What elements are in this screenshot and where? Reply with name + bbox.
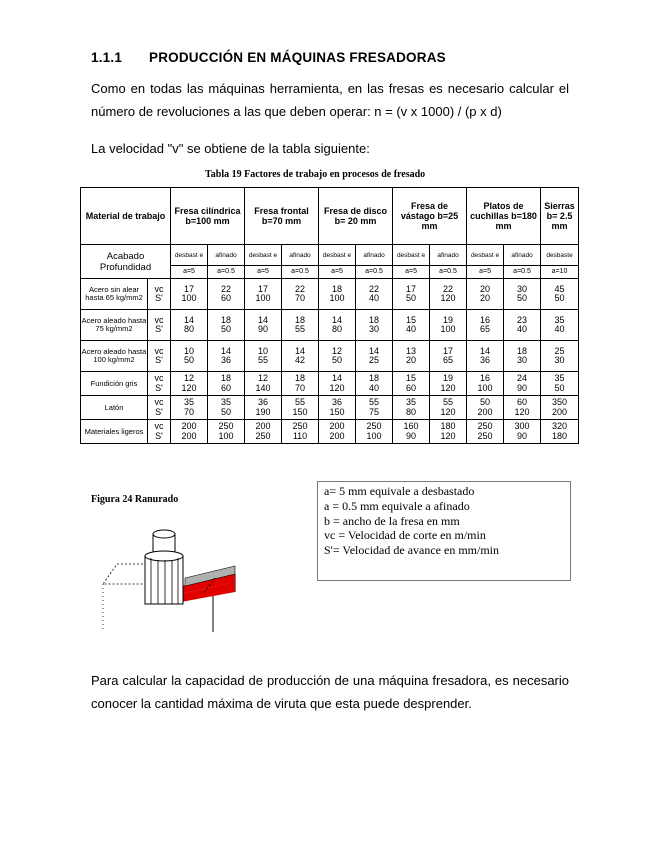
value-cell	[504, 310, 541, 341]
depth-cell: a=5	[171, 266, 208, 279]
s-value: 80	[332, 324, 343, 334]
vc-value: 16	[480, 314, 491, 325]
finish-cell: afinado	[282, 245, 319, 266]
vc-value: 19	[443, 373, 454, 383]
s-label: S'	[155, 293, 163, 303]
value-cell	[393, 372, 430, 396]
tool-header: Fresa cilíndrica b=100 mm	[171, 188, 245, 245]
s-value: 120	[440, 430, 456, 441]
s-label: S'	[155, 406, 163, 417]
section-number: 1.1.1	[91, 50, 123, 65]
legend-line: a= 5 mm equivale a desbastado	[324, 484, 475, 498]
s-value: 90	[517, 382, 528, 393]
table-caption: Tabla 19 Factores de trabajo en procesos de fresado	[205, 169, 426, 180]
value-cell	[282, 420, 319, 444]
s-value: 20	[480, 293, 491, 303]
closing-paragraph: Para calcular la capacidad de producción de una máquina fresadora, es necesario conocer la cantidad máxima de viruta que esta puede desprender.	[91, 673, 569, 711]
s-value: 100	[181, 293, 197, 303]
value-cell	[282, 341, 319, 372]
vc-value: 14	[220, 345, 231, 356]
s-value: 250	[477, 430, 493, 441]
vc-value: 20	[480, 283, 491, 294]
slotting-figure	[95, 520, 265, 638]
s-value: 50	[220, 324, 231, 334]
table-row	[81, 279, 579, 310]
material-cell: Acero aleado hasta 100 kg/mm2	[81, 341, 148, 372]
s-value: 100	[440, 324, 456, 334]
vc-value: 17	[406, 283, 417, 294]
finish-cell: afinado	[208, 245, 245, 266]
value-cell	[430, 420, 467, 444]
vc-value: 18	[295, 314, 306, 325]
s-value: 200	[552, 406, 568, 417]
table-row	[81, 420, 579, 444]
s-value: 75	[369, 406, 380, 417]
material-header: Material de trabajo	[81, 188, 171, 245]
s-value: 120	[440, 406, 456, 417]
finish-cell: desbast e	[319, 245, 356, 266]
value-cell	[282, 279, 319, 310]
s-value: 55	[257, 355, 268, 365]
material-cell: Acero aleado hasta 75 kg/mm2	[81, 310, 148, 341]
s-value: 40	[517, 324, 528, 334]
finish-cell: desbast e	[467, 245, 504, 266]
vc-value: 50	[480, 397, 491, 407]
value-cell	[467, 279, 504, 310]
finish-cell: afinado	[504, 245, 541, 266]
value-cell	[208, 310, 245, 341]
vc-value: 160	[403, 421, 419, 431]
s-value: 42	[295, 355, 306, 365]
s-value: 190	[255, 406, 271, 417]
s-value: 90	[257, 324, 268, 334]
vc-value: 36	[257, 397, 268, 407]
value-cell	[356, 279, 393, 310]
vc-value: 14	[332, 314, 343, 325]
intro-paragraph: Como en todas las máquinas herramienta, en las fresas es necesario calcular el número de revoluciones a las que deben operar: n = (v x 1000) / (p x d)	[91, 81, 569, 119]
vc-value: 350	[552, 397, 568, 407]
vc-label: vc	[154, 283, 164, 294]
s-value: 100	[366, 430, 382, 441]
velocity-paragraph: La velocidad "v" se obtiene de la tabla siguiente:	[91, 141, 370, 156]
s-value: 50	[554, 293, 565, 303]
s-value: 40	[369, 293, 380, 303]
vc-value: 22	[443, 283, 454, 294]
value-cell	[541, 279, 579, 310]
vc-value: 35	[554, 314, 565, 325]
value-cell	[393, 341, 430, 372]
finish-cell: desbast e	[393, 245, 430, 266]
row-label-cell	[148, 310, 171, 341]
depth-cell: a=5	[319, 266, 356, 279]
value-cell	[171, 341, 208, 372]
value-cell	[245, 396, 282, 420]
row-label-cell	[148, 396, 171, 420]
s-value: 25	[369, 355, 380, 365]
table-row	[81, 372, 579, 396]
s-value: 60	[220, 382, 231, 393]
vc-value: 22	[220, 283, 231, 294]
s-value: 100	[255, 293, 271, 303]
s-value: 50	[406, 293, 417, 303]
legend-line: b = ancho de la fresa en mm	[324, 513, 460, 528]
value-cell	[541, 420, 579, 444]
value-cell	[504, 396, 541, 420]
vc-value: 30	[517, 283, 528, 294]
value-cell	[208, 396, 245, 420]
legend-line: S'= Velocidad de avance en mm/min	[324, 543, 499, 558]
s-value: 70	[295, 293, 306, 303]
s-value: 90	[517, 430, 528, 441]
value-cell	[319, 420, 356, 444]
vc-value: 22	[369, 283, 380, 294]
vc-value: 14	[332, 373, 343, 383]
cutter-shaft-top	[153, 530, 175, 538]
finish-depth-label	[81, 245, 171, 279]
depth-cell: a=5	[467, 266, 504, 279]
tool-header: Sierras b= 2.5 mm	[541, 188, 579, 245]
depth-cell: a=5	[393, 266, 430, 279]
vc-value: 25	[554, 345, 565, 356]
tool-header: Fresa de disco b= 20 mm	[319, 188, 393, 245]
depth-cell: a=0.5	[282, 266, 319, 279]
value-cell	[430, 310, 467, 341]
finish-cell: afinado	[430, 245, 467, 266]
s-value: 70	[295, 382, 306, 393]
s-value: 20	[406, 355, 417, 365]
legend-line: a = 0.5 mm equivale a afinado	[324, 498, 470, 513]
vc-value: 180	[440, 421, 456, 431]
s-label: S'	[155, 355, 163, 365]
material-cell: Materiales ligeros	[81, 420, 148, 444]
s-value: 120	[329, 382, 345, 393]
vc-value: 36	[332, 397, 343, 407]
value-cell	[208, 372, 245, 396]
s-value: 100	[477, 382, 493, 393]
vc-value: 200	[255, 421, 271, 431]
s-value: 140	[255, 382, 271, 393]
value-cell	[430, 372, 467, 396]
vc-value: 15	[406, 373, 417, 383]
s-value: 55	[295, 324, 306, 334]
s-value: 36	[480, 355, 491, 365]
value-cell	[208, 279, 245, 310]
s-value: 50	[220, 406, 231, 417]
depth-cell: a=5	[245, 266, 282, 279]
finish-cell: afinado	[356, 245, 393, 266]
row-label-cell	[148, 341, 171, 372]
value-cell	[393, 420, 430, 444]
vc-value: 250	[366, 421, 382, 431]
vc-value: 14	[183, 314, 194, 325]
s-value: 30	[554, 355, 565, 365]
value-cell	[356, 372, 393, 396]
vc-value: 200	[181, 421, 197, 431]
s-label: S'	[155, 324, 163, 334]
s-value: 80	[183, 324, 194, 334]
finish-cell: desbaste	[541, 245, 579, 266]
tool-header: Platos de cuchillas b=180 mm	[467, 188, 541, 245]
vc-value: 200	[329, 421, 345, 431]
vc-label: vc	[154, 397, 164, 407]
vc-value: 16	[480, 373, 491, 383]
value-cell	[467, 372, 504, 396]
depth-cell: a=0.5	[430, 266, 467, 279]
vc-value: 14	[480, 345, 491, 356]
depth-label: Profundidad	[99, 261, 152, 273]
vc-value: 18	[295, 373, 306, 383]
value-cell	[541, 396, 579, 420]
s-value: 120	[440, 293, 456, 303]
value-cell	[171, 396, 208, 420]
milling-factors-table	[80, 187, 579, 444]
vc-value: 300	[514, 421, 530, 431]
vc-value: 35	[220, 397, 231, 407]
row-label-cell	[148, 420, 171, 444]
vc-value: 250	[218, 421, 234, 431]
value-cell	[319, 310, 356, 341]
s-value: 40	[369, 382, 380, 393]
s-label: S'	[155, 382, 163, 393]
legend-box	[317, 481, 571, 581]
vc-value: 17	[443, 345, 454, 356]
vc-value: 14	[257, 314, 268, 325]
legend-line: vc = Velocidad de corte en m/min	[324, 528, 486, 543]
s-value: 30	[517, 355, 528, 365]
material-cell: Acero sin alear hasta 65 kg/mm2	[81, 279, 148, 310]
s-value: 60	[406, 382, 417, 393]
s-value: 30	[369, 324, 380, 334]
value-cell	[245, 279, 282, 310]
depth-cell: a=0.5	[504, 266, 541, 279]
vc-value: 17	[257, 283, 268, 294]
s-value: 200	[477, 406, 493, 417]
s-value: 200	[181, 430, 197, 441]
vc-value: 18	[332, 283, 343, 294]
section-heading	[91, 50, 446, 65]
finish-cell: desbast e	[245, 245, 282, 266]
vc-value: 60	[517, 397, 528, 407]
s-value: 200	[329, 430, 345, 441]
value-cell	[319, 372, 356, 396]
value-cell	[504, 420, 541, 444]
s-value: 80	[406, 406, 417, 417]
vc-value: 35	[183, 397, 194, 407]
vc-value: 35	[554, 373, 565, 383]
tool-header: Fresa frontal b=70 mm	[245, 188, 319, 245]
value-cell	[282, 310, 319, 341]
s-value: 36	[220, 355, 231, 365]
vc-value: 15	[406, 314, 417, 325]
table-row	[81, 310, 579, 341]
depth-cell: a=10	[541, 266, 579, 279]
value-cell	[245, 310, 282, 341]
value-cell	[356, 396, 393, 420]
value-cell	[245, 420, 282, 444]
value-cell	[393, 396, 430, 420]
value-cell	[541, 372, 579, 396]
value-cell	[430, 396, 467, 420]
vc-value: 18	[369, 314, 380, 325]
value-cell	[430, 341, 467, 372]
value-cell	[171, 310, 208, 341]
table-row	[81, 396, 579, 420]
value-cell	[319, 341, 356, 372]
vc-value: 18	[220, 314, 231, 325]
s-value: 150	[329, 406, 345, 417]
value-cell	[319, 396, 356, 420]
value-cell	[541, 341, 579, 372]
value-cell	[245, 341, 282, 372]
finish-cell: desbast e	[171, 245, 208, 266]
vc-value: 320	[552, 421, 568, 431]
s-value: 50	[554, 382, 565, 393]
vc-value: 19	[443, 314, 454, 325]
value-cell	[171, 279, 208, 310]
s-value: 70	[183, 406, 194, 417]
value-cell	[467, 310, 504, 341]
depth-cell: a=0.5	[356, 266, 393, 279]
vc-value: 55	[443, 397, 454, 407]
vc-label: vc	[154, 345, 164, 356]
value-cell	[430, 279, 467, 310]
s-value: 50	[517, 293, 528, 303]
figure-caption: Figura 24 Ranurado	[91, 494, 179, 505]
vc-value: 55	[295, 397, 306, 407]
s-value: 180	[552, 430, 568, 441]
value-cell	[208, 420, 245, 444]
value-cell	[467, 396, 504, 420]
vc-value: 10	[257, 345, 268, 356]
s-value: 250	[255, 430, 271, 441]
value-cell	[208, 341, 245, 372]
value-cell	[467, 341, 504, 372]
value-cell	[356, 420, 393, 444]
s-value: 50	[332, 355, 343, 365]
material-cell: Latón	[81, 396, 148, 420]
vc-value: 55	[369, 397, 380, 407]
row-label-cell	[148, 279, 171, 310]
value-cell	[171, 372, 208, 396]
value-cell	[504, 372, 541, 396]
tool-header: Fresa de vástago b=25 mm	[393, 188, 467, 245]
value-cell	[541, 310, 579, 341]
vc-value: 10	[183, 345, 194, 356]
vc-value: 12	[332, 345, 343, 356]
vc-value: 18	[220, 373, 231, 383]
value-cell	[356, 310, 393, 341]
vc-value: 35	[406, 397, 417, 407]
vc-value: 18	[517, 345, 528, 356]
s-value: 120	[181, 382, 197, 393]
finish-label: Acabado	[106, 250, 145, 262]
row-label-cell	[148, 372, 171, 396]
s-label: S'	[155, 430, 163, 441]
vc-value: 22	[295, 283, 306, 294]
material-cell: Fundición gris	[81, 372, 148, 396]
value-cell	[245, 372, 282, 396]
vc-value: 250	[292, 421, 308, 431]
s-value: 50	[183, 355, 194, 365]
vc-value: 24	[517, 373, 528, 383]
vc-label: vc	[154, 314, 164, 325]
s-value: 40	[406, 324, 417, 334]
value-cell	[504, 341, 541, 372]
s-value: 65	[480, 324, 491, 334]
value-cell	[393, 310, 430, 341]
s-value: 40	[554, 324, 565, 334]
section-title: PRODUCCIÓN EN MÁQUINAS FRESADORAS	[149, 50, 446, 65]
vc-value: 23	[517, 314, 528, 325]
s-value: 110	[292, 430, 308, 441]
value-cell	[467, 420, 504, 444]
vc-label: vc	[154, 421, 164, 431]
vc-label: vc	[154, 373, 164, 383]
value-cell	[504, 279, 541, 310]
vc-value: 250	[477, 421, 493, 431]
s-value: 150	[292, 406, 308, 417]
value-cell	[356, 341, 393, 372]
s-value: 90	[406, 430, 417, 441]
s-value: 60	[220, 293, 231, 303]
s-value: 120	[514, 406, 530, 417]
depth-cell: a=0.5	[208, 266, 245, 279]
s-value: 120	[440, 382, 456, 393]
vc-value: 17	[183, 283, 194, 294]
value-cell	[171, 420, 208, 444]
vc-value: 45	[554, 283, 565, 294]
vc-value: 13	[406, 345, 417, 356]
value-cell	[319, 279, 356, 310]
s-value: 100	[218, 430, 234, 441]
vc-value: 14	[295, 345, 306, 356]
vc-value: 14	[369, 345, 380, 356]
value-cell	[393, 279, 430, 310]
s-value: 100	[329, 293, 345, 303]
value-cell	[282, 372, 319, 396]
vc-value: 18	[369, 373, 380, 383]
vc-value: 12	[183, 373, 194, 383]
table-row	[81, 341, 579, 372]
s-value: 65	[443, 355, 454, 365]
value-cell	[282, 396, 319, 420]
vc-value: 12	[257, 373, 268, 383]
